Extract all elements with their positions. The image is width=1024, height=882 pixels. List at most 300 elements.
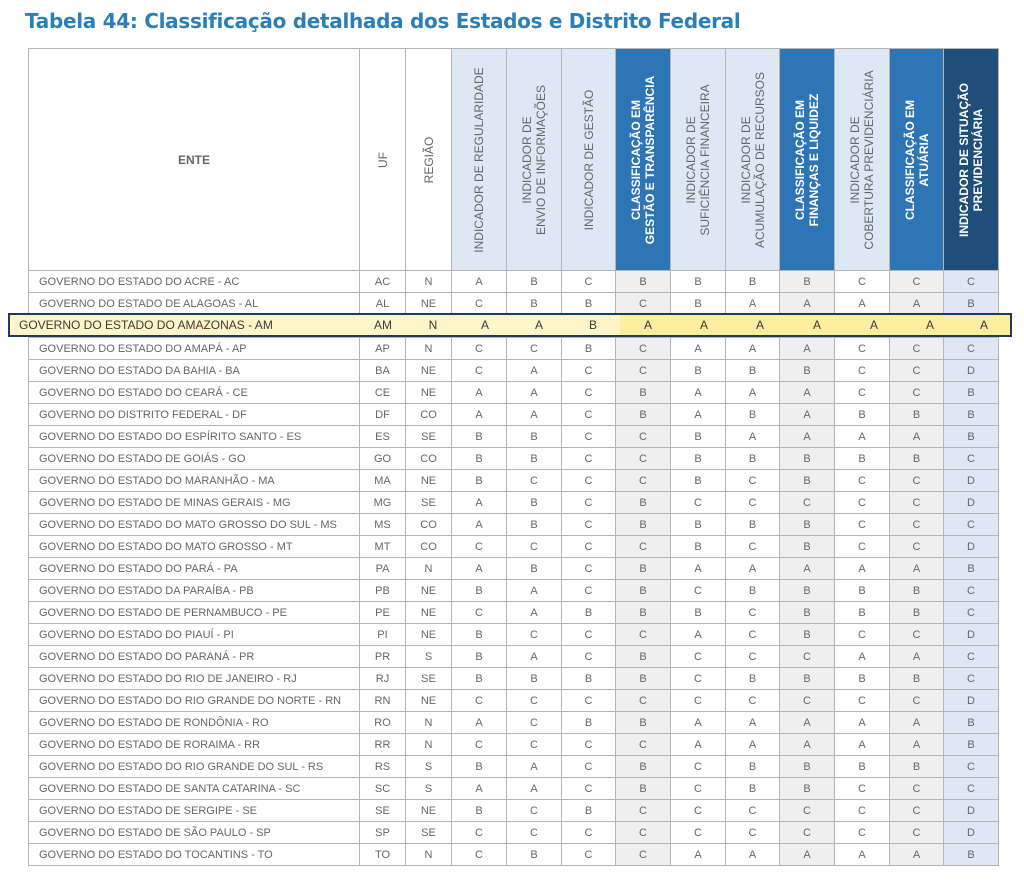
highlight-cell: A [732,315,788,335]
cell-grade: C [562,734,616,756]
header-label: INDICADOR DE [848,115,862,204]
cell-grade: B [507,293,562,315]
cell-grade: A [780,844,835,866]
classification-table [28,48,999,866]
table-row [29,822,999,844]
table-row [29,624,999,646]
cell-grade: C [671,690,726,712]
cell-grade: C [507,470,562,492]
cell-grade: B [726,580,780,602]
cell-ente: GOVERNO DO ESTADO DE RONDÔNIA - RO [29,712,360,734]
cell-regiao: NE [406,602,452,624]
cell-grade: C [507,800,562,822]
cell-grade: C [616,338,671,360]
cell-regiao: NE [406,580,452,602]
cell-situacao: B [944,712,999,734]
cell-ente: GOVERNO DO ESTADO DO MATO GROSSO - MT [29,536,360,558]
cell-uf: RJ [360,668,406,690]
cell-grade: C [835,470,890,492]
cell-uf: SP [360,822,406,844]
cell-grade: A [890,734,944,756]
table-row [29,602,999,624]
cell-ente: GOVERNO DO ESTADO DE GOIÁS - GO [29,448,360,470]
table-row [29,404,999,426]
cell-uf: MS [360,514,406,536]
cell-grade: C [507,734,562,756]
cell-grade: C [616,293,671,315]
cell-grade: A [507,404,562,426]
cell-grade: B [780,536,835,558]
cell-ente: GOVERNO DO ESTADO DA BAHIA - BA [29,360,360,382]
highlight-cell: A [846,315,902,335]
cell-grade: B [452,646,507,668]
cell-grade: C [890,492,944,514]
cell-grade: A [671,624,726,646]
cell-regiao: SE [406,492,452,514]
cell-grade: A [671,338,726,360]
cell-grade: B [562,712,616,734]
cell-regiao: N [406,271,452,293]
cell-grade: B [780,580,835,602]
header-label: FINANÇAS E LIQUIDEZ [807,93,821,226]
highlight-cell: A [620,315,676,335]
cell-ente: GOVERNO DO ESTADO DO PARANÁ - PR [29,646,360,668]
cell-grade: C [890,360,944,382]
cell-situacao: D [944,360,999,382]
cell-grade: A [452,404,507,426]
cell-grade: C [562,492,616,514]
cell-grade: B [616,558,671,580]
cell-regiao: SE [406,668,452,690]
table-row [29,360,999,382]
cell-grade: C [835,382,890,404]
header-classificacao-financas [780,49,835,271]
cell-grade: C [890,382,944,404]
table-row [29,778,999,800]
cell-grade: B [726,756,780,778]
cell-grade: C [671,492,726,514]
cell-grade: A [671,382,726,404]
cell-grade: B [507,514,562,536]
cell-regiao: N [406,844,452,866]
cell-grade: B [452,800,507,822]
cell-grade: A [671,712,726,734]
cell-grade: B [616,668,671,690]
cell-grade: B [616,756,671,778]
cell-ente: GOVERNO DO ESTADO DO ACRE - AC [29,271,360,293]
cell-grade: B [671,448,726,470]
cell-grade: A [507,778,562,800]
table-title: Tabela 44: Classificação detalhada dos Estados e Distrito Federal [25,9,741,33]
cell-situacao: C [944,668,999,690]
cell-uf: CE [360,382,406,404]
cell-grade: C [726,646,780,668]
cell-grade: A [452,382,507,404]
table-row [29,646,999,668]
cell-grade: C [890,338,944,360]
cell-grade: A [780,338,835,360]
cell-grade: B [507,426,562,448]
cell-grade: C [835,514,890,536]
header-label: CLASSIFICAÇÃO EM [902,99,917,220]
cell-grade: C [507,712,562,734]
cell-grade: B [726,360,780,382]
cell-grade: C [452,844,507,866]
cell-ente: GOVERNO DO ESTADO DO AMAPÁ - AP [29,338,360,360]
cell-grade: A [835,734,890,756]
table-row [29,426,999,448]
cell-grade: B [616,514,671,536]
table-row [29,690,999,712]
cell-grade: B [726,404,780,426]
cell-uf: MA [360,470,406,492]
table-row [29,514,999,536]
cell-grade: C [890,470,944,492]
cell-grade: B [726,668,780,690]
cell-situacao: C [944,580,999,602]
header-uf [360,49,406,271]
highlight-cell-ente: GOVERNO DO ESTADO DO AMAZONAS - AM [19,318,273,332]
cell-grade: B [452,668,507,690]
cell-grade: C [835,778,890,800]
cell-situacao: D [944,492,999,514]
cell-grade: C [616,690,671,712]
header-label: INDICADOR DE GESTÃO [581,89,596,230]
cell-grade: A [671,558,726,580]
cell-grade: C [452,293,507,315]
table-row [29,712,999,734]
header-label: ACUMULAÇÃO DE RECURSOS [752,71,767,248]
cell-grade: B [616,404,671,426]
table-row [29,338,999,360]
cell-grade: C [562,514,616,536]
cell-ente: GOVERNO DO ESTADO DO RIO DE JANEIRO - RJ [29,668,360,690]
cell-ente: GOVERNO DO ESTADO DO RIO GRANDE DO SUL - RS [29,756,360,778]
cell-grade: C [890,536,944,558]
cell-situacao: B [944,404,999,426]
cell-uf: RS [360,756,406,778]
cell-grade: B [780,668,835,690]
cell-grade: B [780,271,835,293]
cell-grade: A [726,558,780,580]
header-label: SUFICIÊNCIA FINANCEIRA [698,83,712,236]
cell-situacao: D [944,470,999,492]
cell-grade: B [780,624,835,646]
highlight-cell: B [588,318,597,332]
cell-regiao: SE [406,822,452,844]
cell-grade: C [452,536,507,558]
cell-uf: RR [360,734,406,756]
table-row [29,448,999,470]
cell-grade: C [562,778,616,800]
cell-grade: B [835,404,890,426]
header-row [29,49,999,271]
cell-grade: B [780,756,835,778]
cell-grade: B [452,756,507,778]
cell-grade: C [562,271,616,293]
cell-ente: GOVERNO DO ESTADO DO MARANHÃO - MA [29,470,360,492]
table-row [29,492,999,514]
cell-grade: A [780,734,835,756]
cell-situacao: B [944,382,999,404]
cell-grade: B [616,778,671,800]
cell-grade: C [507,338,562,360]
cell-regiao: S [406,778,452,800]
cell-ente: GOVERNO DO ESTADO DO CEARÁ - CE [29,382,360,404]
cell-grade: B [562,800,616,822]
cell-grade: C [562,536,616,558]
cell-grade: C [835,822,890,844]
cell-grade: C [890,822,944,844]
cell-regiao: CO [406,404,452,426]
cell-grade: B [890,756,944,778]
cell-grade: B [507,844,562,866]
header-label: GESTÃO E TRANSPARÊNCIA [643,75,657,244]
header-regiao [406,49,452,271]
cell-ente: GOVERNO DO ESTADO DE RORAIMA - RR [29,734,360,756]
cell-grade: C [890,690,944,712]
cell-uf: ES [360,426,406,448]
cell-grade: C [562,360,616,382]
cell-uf: TO [360,844,406,866]
cell-grade: B [507,668,562,690]
header-regiao-label: REGIÃO [421,136,436,183]
header-indicador-suficiencia [671,49,726,271]
cell-regiao: N [406,338,452,360]
cell-regiao: NE [406,690,452,712]
cell-grade: B [780,448,835,470]
cell-grade: C [726,602,780,624]
cell-grade: B [890,404,944,426]
header-label: INDICADOR DE REGULARIDADE [472,66,486,253]
cell-grade: B [890,448,944,470]
cell-grade: A [726,338,780,360]
cell-grade: C [452,602,507,624]
cell-grade: A [780,712,835,734]
cell-grade: C [562,382,616,404]
cell-grade: A [726,734,780,756]
cell-regiao: NE [406,360,452,382]
header-label: CLASSIFICAÇÃO EM [629,99,643,220]
header-indicador-envio [507,49,562,271]
cell-uf: AP [360,338,406,360]
cell-grade: B [726,448,780,470]
header-indicador-situacao [944,49,999,271]
cell-ente: GOVERNO DO ESTADO DE SANTA CATARINA - SC [29,778,360,800]
cell-grade: B [835,448,890,470]
cell-regiao: NE [406,624,452,646]
cell-grade: B [671,426,726,448]
cell-grade: B [507,492,562,514]
header-indicador-acumulacao [726,49,780,271]
header-label: INDICADOR DE [520,115,534,204]
cell-grade: A [507,580,562,602]
cell-grade: B [616,492,671,514]
cell-regiao: N [406,712,452,734]
cell-grade: A [835,293,890,315]
cell-grade: A [890,712,944,734]
cell-grade: B [562,338,616,360]
highlight-cell: N [428,318,438,332]
cell-situacao: C [944,338,999,360]
cell-grade: C [616,734,671,756]
cell-situacao: B [944,293,999,315]
cell-grade: C [452,822,507,844]
cell-grade: C [562,448,616,470]
header-classificacao-gestao [616,49,671,271]
cell-grade: B [452,470,507,492]
table-row [29,558,999,580]
cell-grade: C [562,404,616,426]
cell-grade: C [890,778,944,800]
highlight-cell: A [534,318,543,332]
header-indicador-cobertura [835,49,890,271]
cell-situacao: C [944,778,999,800]
cell-grade: C [835,800,890,822]
cell-grade: B [616,382,671,404]
cell-grade: B [780,360,835,382]
cell-grade: C [616,448,671,470]
table-row [29,734,999,756]
cell-grade: A [726,844,780,866]
cell-grade: C [671,756,726,778]
cell-grade: C [562,558,616,580]
header-label: INDICADOR DE [738,115,753,204]
cell-grade: B [452,624,507,646]
cell-grade: C [452,690,507,712]
cell-grade: C [726,492,780,514]
cell-grade: A [507,382,562,404]
cell-grade: B [616,271,671,293]
cell-grade: A [726,293,780,315]
cell-grade: A [890,293,944,315]
cell-grade: A [671,404,726,426]
table-row [29,536,999,558]
cell-grade: A [726,382,780,404]
cell-grade: A [835,646,890,668]
cell-grade: C [507,822,562,844]
cell-situacao: C [944,514,999,536]
cell-grade: A [452,514,507,536]
cell-situacao: C [944,646,999,668]
cell-grade: C [835,690,890,712]
cell-uf: PR [360,646,406,668]
cell-regiao: SE [406,426,452,448]
cell-situacao: D [944,536,999,558]
cell-ente: GOVERNO DO ESTADO DE SERGIPE - SE [29,800,360,822]
cell-ente: GOVERNO DO ESTADO DO PIAUÍ - PI [29,624,360,646]
header-label: COBERTURA PREVIDENCIÁRIA [862,69,876,250]
cell-grade: C [726,690,780,712]
cell-grade: C [452,360,507,382]
cell-grade: C [616,624,671,646]
cell-grade: B [671,293,726,315]
cell-grade: A [726,426,780,448]
cell-regiao: NE [406,470,452,492]
cell-grade: B [562,602,616,624]
cell-grade: C [780,800,835,822]
cell-grade: B [671,470,726,492]
cell-grade: B [726,271,780,293]
table-row [29,293,999,315]
header-label: ATUÁRIA [916,132,931,187]
cell-uf: RO [360,712,406,734]
highlighted-row [8,313,1012,337]
cell-grade: C [616,822,671,844]
cell-situacao: B [944,844,999,866]
cell-uf: PI [360,624,406,646]
cell-grade: A [507,360,562,382]
cell-ente: GOVERNO DO ESTADO DE PERNAMBUCO - PE [29,602,360,624]
cell-grade: A [835,426,890,448]
cell-grade: A [835,558,890,580]
cell-grade: B [562,668,616,690]
header-label: ENVIO DE INFORMAÇÕES [534,84,548,235]
cell-grade: C [452,338,507,360]
highlight-cell: A [676,315,732,335]
header-label: INDICADOR DE SITUAÇÃO [957,82,971,237]
cell-grade: C [835,624,890,646]
cell-grade: B [890,602,944,624]
cell-uf: MG [360,492,406,514]
cell-regiao: NE [406,382,452,404]
cell-grade: B [890,668,944,690]
cell-grade: C [671,668,726,690]
cell-uf: RN [360,690,406,712]
cell-situacao: B [944,426,999,448]
cell-grade: C [562,426,616,448]
cell-grade: C [562,822,616,844]
header-label: PREVIDENCIÁRIA [971,108,985,211]
highlight-cell: AM [374,318,392,332]
cell-grade: B [835,668,890,690]
cell-uf: BA [360,360,406,382]
cell-grade: C [507,536,562,558]
cell-grade: C [507,690,562,712]
cell-grade: C [616,470,671,492]
cell-grade: B [507,271,562,293]
cell-grade: B [616,712,671,734]
cell-regiao: N [406,558,452,580]
cell-grade: B [671,602,726,624]
cell-uf: AL [360,293,406,315]
cell-grade: A [507,646,562,668]
cell-uf: GO [360,448,406,470]
cell-grade: C [616,426,671,448]
cell-uf: PB [360,580,406,602]
cell-uf: SC [360,778,406,800]
highlight-cell: A [480,318,489,332]
cell-grade: C [890,800,944,822]
cell-grade: A [671,734,726,756]
cell-grade: C [562,756,616,778]
cell-grade: B [671,271,726,293]
cell-grade: C [671,800,726,822]
cell-grade: A [890,426,944,448]
cell-situacao: D [944,690,999,712]
cell-grade: A [780,426,835,448]
cell-situacao: C [944,448,999,470]
cell-uf: MT [360,536,406,558]
cell-grade: C [890,624,944,646]
cell-situacao: C [944,602,999,624]
table-row [29,800,999,822]
cell-grade: A [780,558,835,580]
cell-grade: C [890,271,944,293]
cell-grade: B [616,646,671,668]
cell-grade: B [452,426,507,448]
cell-grade: C [671,580,726,602]
